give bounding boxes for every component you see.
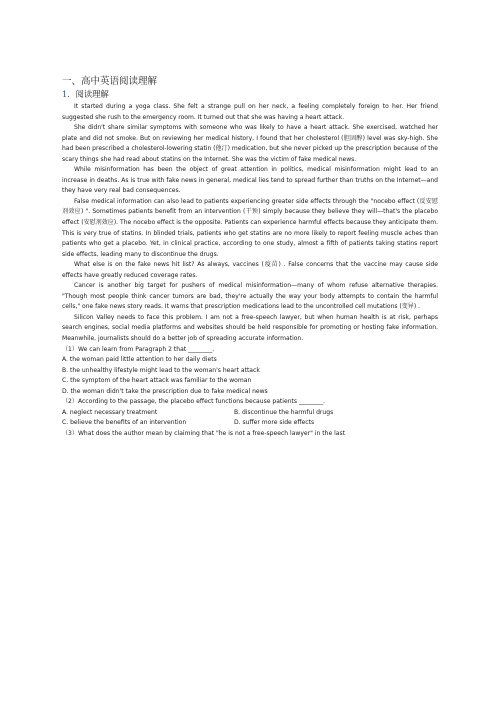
document-page bbox=[62, 76, 438, 440]
option-c: C. believe the benefits of an intervention bbox=[62, 419, 187, 427]
subsection-number: 1． bbox=[62, 89, 76, 99]
paragraph-6: Cancer is another big target for pushers of medical misinformation—many of whom refuse alternative therapies. "Though most people think cancer tumors are bad, they're actually the way your body attempts to contain the harmful cells," one fake news story reads. It warns that prescription medications lead to the uncontrolled cell mutations (变异) . bbox=[62, 282, 438, 311]
section-heading: 一、高中英语阅读理解 bbox=[62, 76, 158, 87]
paragraph-7: Silicon Valley needs to face this problem. I am not a free-speech lawyer, but when human health is at risk, perhaps search engines, social media platforms and websites should be held responsible for promoting or hosting fake information. Meanwhile, journalists should do a better job of spreading accurate information. bbox=[62, 313, 438, 343]
paragraph-2: She didn't share similar symptoms with someone who was likely to have a heart attack. She exercised, watched her plate and did not smoke. But on reviewing her medical history, I found that her cholesterol (胆固醇) level was sky-high. She had been prescribed a cholesterol-lowering statin (他汀) medication, but she never picked up the prescription because of the scary things she had read about statins on the Internet. She was the victim of fake medical news. bbox=[62, 124, 438, 163]
question-stem: （2）According to the passage, the placebo effect functions because patients ________. bbox=[62, 398, 326, 406]
paragraph-4: False medical information can also lead to patients experiencing greater side effects through the "nocebo effect (反安慰剂效应) ". Sometimes patients benefit from an intervention (干预) simply because they believe they will—that's the placebo effect (安慰剂效应). The nocebo effect is the opposite. Patients can experience harmful effects because they anticipate them. This is very true of statins. In blinded trials, patients who get statins are no more likely to report feeling muscle aches than patients who get a placebo. Yet, in clinical practice, according to one study, almost a fifth of patients taking statins report side effects, leading many to discontinue the drugs. bbox=[62, 197, 438, 258]
option-d: D. suffer more side effects bbox=[234, 419, 315, 427]
question-stem: （3）What does the author mean by claiming that "he is not a free-speech lawyer" in the last bbox=[62, 429, 346, 437]
paragraph-1: It started during a yoga class. She felt a strange pull on her neck, a feeling completely foreign to her. Her friend suggested she rush to the emergency room. It turned out that she was having a heart attack. bbox=[62, 103, 438, 121]
option-row bbox=[62, 418, 438, 429]
question-1 bbox=[62, 345, 438, 398]
paragraph-3: While misinformation has been the object of great attention in politics, medical misinformation might lead to an increase in deaths. As is true with fake news in general, medical lies tend to spread further than truths on the Internet—and they have very real bad consequences. bbox=[62, 166, 438, 195]
paragraph-5: What else is on the fake news hit list? As always, vaccines (疫苗) . False concerns that the vaccine may cause side effects have greatly reduced coverage rates. bbox=[62, 261, 438, 279]
option-a: A. the woman paid little attention to her daily diets bbox=[62, 356, 217, 364]
reading-passage bbox=[62, 102, 438, 345]
question-stem: （1）We can learn from Paragraph 2 that ________. bbox=[62, 345, 215, 353]
option-a: A. neglect necessary treatment bbox=[62, 408, 158, 416]
subsection-heading bbox=[62, 89, 438, 100]
question-2 bbox=[62, 397, 438, 429]
subsection-text: 阅读理解 bbox=[75, 89, 109, 99]
option-c: C. the symptom of the heart attack was familiar to the woman bbox=[62, 377, 252, 385]
option-row bbox=[62, 408, 438, 419]
option-b: B. the unhealthy lifestyle might lead to the woman's heart attack bbox=[62, 366, 260, 374]
option-d: D. the woman didn't take the prescription due to fake medical news bbox=[62, 387, 268, 395]
option-b: B. discontinue the harmful drugs bbox=[234, 408, 334, 416]
question-3 bbox=[62, 429, 438, 440]
